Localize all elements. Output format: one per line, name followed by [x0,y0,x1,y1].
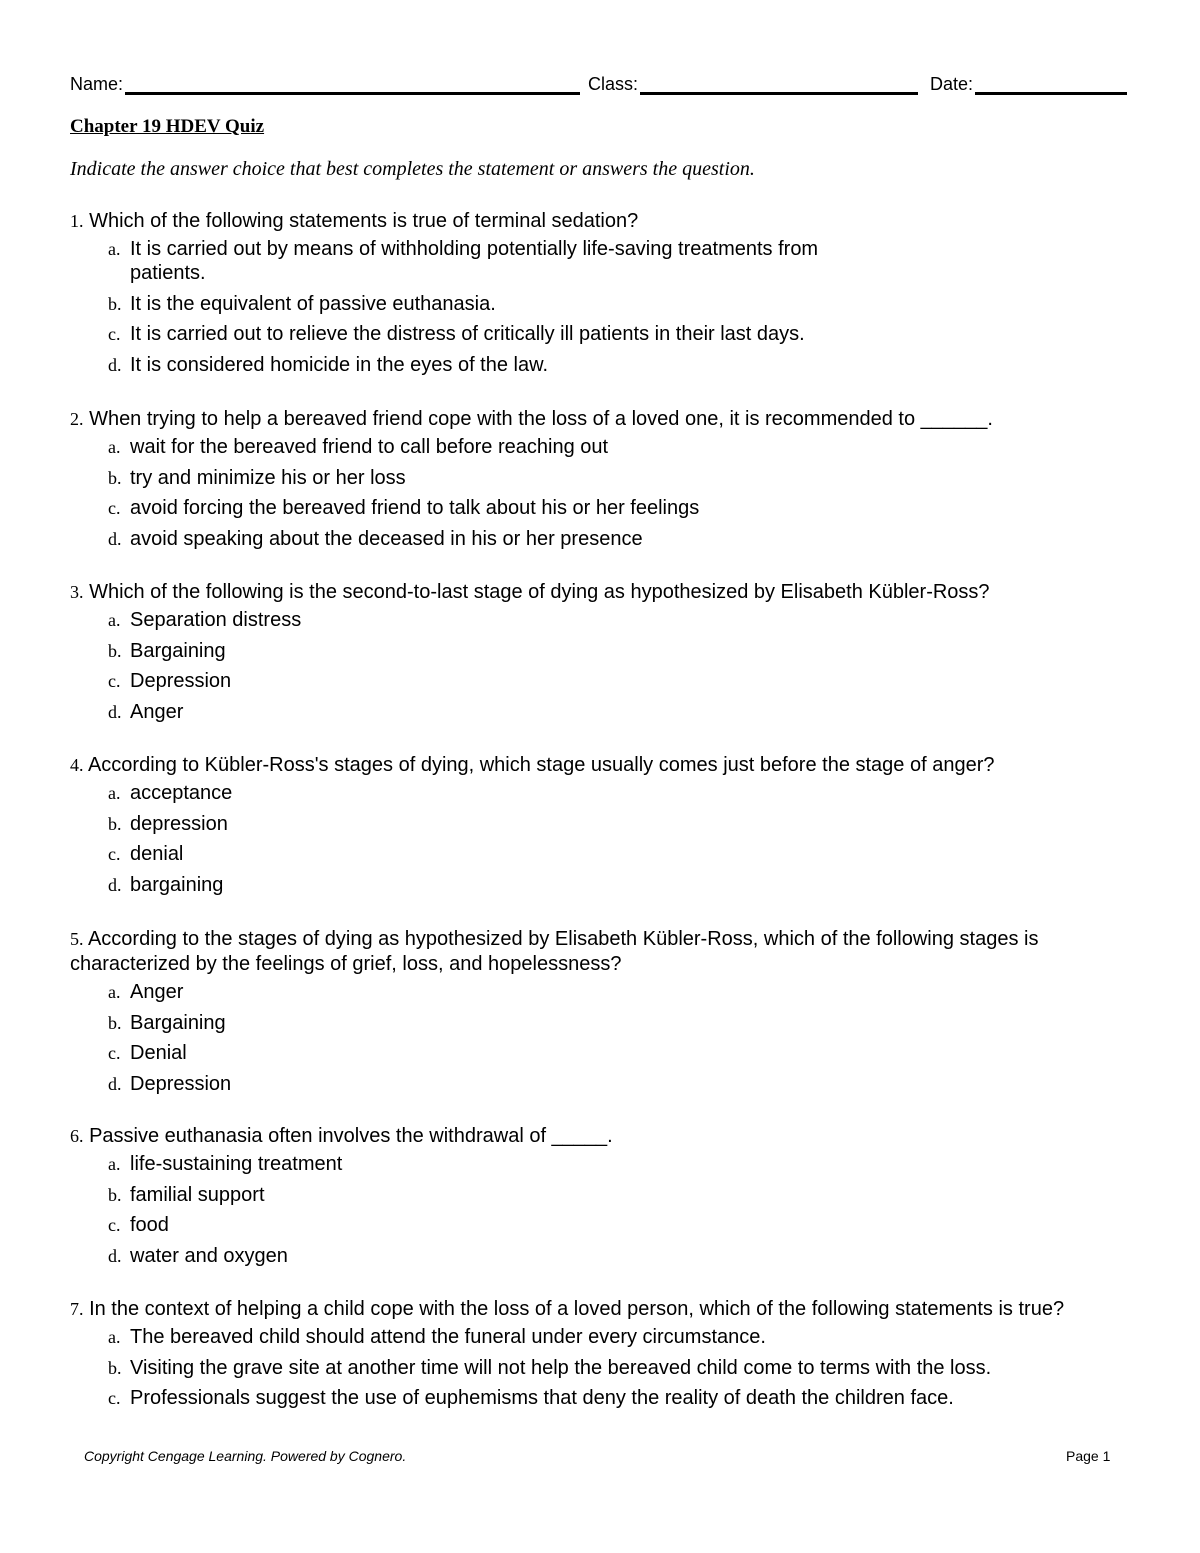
answer-option[interactable] [108,812,1130,843]
option-letter: d. [108,354,122,375]
option-letter: b. [108,813,122,834]
option-text: Professionals suggest the use of euphemisms that deny the reality of death the children face. [130,1387,954,1409]
date-blank-line[interactable] [975,70,1127,95]
option-text: Depression [130,1072,232,1095]
option-text: food [130,1214,169,1236]
question-number: 2. [70,409,84,429]
option-letter: c. [108,1215,121,1235]
option-letter: a. [108,1327,121,1347]
answer-option[interactable] [108,1072,1130,1103]
option-text: water and oxygen [130,1244,288,1267]
option-text: acceptance [130,782,233,804]
option-letter: a. [108,1154,121,1174]
answer-option[interactable] [108,700,1130,731]
option-text: life-sustaining treatment [130,1153,343,1175]
option-text: familial support [130,1183,265,1206]
answer-option[interactable] [108,1213,1130,1244]
answer-options [70,980,1130,1102]
option-letter: a. [108,982,121,1002]
question-number: 1. [70,211,84,231]
option-letter: d. [108,1073,122,1094]
name-field[interactable] [70,70,580,95]
answer-option[interactable] [108,781,1130,812]
answer-option[interactable] [108,1356,1130,1387]
option-text: bargaining [130,873,224,896]
option-letter: b. [108,1012,122,1033]
date-label: Date: [930,74,974,94]
answer-options [70,237,1130,383]
option-text: wait for the bereaved friend to call before reaching out [130,436,609,458]
class-field[interactable] [588,70,918,95]
option-text: The bereaved child should attend the funeral under every circumstance. [130,1326,766,1348]
question-text [70,407,1130,432]
option-text: Bargaining [130,1011,226,1034]
answer-option[interactable] [108,435,1130,466]
footer-copyright: Copyright Cengage Learning. Powered by Cognero. [84,1448,407,1464]
question [70,927,1130,1102]
question-stem: According to Kübler-Ross's stages of dying, which stage usually comes just before the stage of anger? [87,754,995,776]
option-letter: b. [108,1357,122,1378]
question-text [70,753,1130,778]
answer-option[interactable] [108,608,1130,639]
answer-option[interactable] [108,1152,1130,1183]
answer-option[interactable] [108,322,1130,353]
answer-option[interactable] [108,1183,1130,1214]
question [70,209,1130,383]
option-letter: d. [108,528,122,549]
question [70,1297,1130,1417]
option-letter: a. [108,239,121,259]
option-letter: c. [108,324,121,344]
question-stem: Passive euthanasia often involves the withdrawal of _____. [89,1125,613,1147]
option-text: Separation distress [130,609,302,631]
name-blank-line[interactable] [125,70,580,95]
option-letter: b. [108,467,122,488]
option-letter: c. [108,1388,121,1408]
class-label: Class: [588,74,639,94]
answer-option[interactable] [108,496,1130,527]
answer-option[interactable] [108,980,1130,1011]
question-text [70,927,1130,977]
answer-option[interactable] [108,669,1130,700]
option-letter: b. [108,293,122,314]
answer-option[interactable] [108,237,1130,292]
question [70,580,1130,730]
option-letter: a. [108,783,121,803]
quiz-title: Chapter 19 HDEV Quiz [70,116,265,137]
option-text: Denial [130,1042,187,1064]
option-text: Anger [130,981,184,1003]
answer-option[interactable] [108,353,1130,384]
answer-options [70,1152,1130,1274]
option-letter: a. [108,437,121,457]
option-text: depression [130,812,228,835]
option-text: Depression [130,670,232,692]
option-text: It is carried out to relieve the distress of critically ill patients in their last days. [130,323,805,345]
date-field[interactable] [930,70,1127,95]
answer-option[interactable] [108,466,1130,497]
answer-option[interactable] [108,842,1130,873]
quiz-instructions: Indicate the answer choice that best completes the statement or answers the question. [70,158,755,180]
question-number: 3. [70,582,84,602]
answer-option[interactable] [108,1386,1130,1417]
option-letter: b. [108,1184,122,1205]
option-text: It is the equivalent of passive euthanasia. [130,292,496,315]
question-stem: Which of the following is the second-to-last stage of dying as hypothesized by Elisabeth Kübler-Ross? [89,581,990,603]
name-label: Name: [70,74,124,94]
answer-option[interactable] [108,1011,1130,1042]
option-text: avoid speaking about the deceased in his or her presence [130,527,643,550]
class-blank-line[interactable] [640,70,918,95]
option-text: try and minimize his or her loss [130,466,406,489]
header-fields [70,70,1130,96]
option-text: Visiting the grave site at another time will not help the bereaved child come to terms with the loss. [130,1356,992,1379]
option-text: Bargaining [130,639,226,662]
question-stem: In the context of helping a child cope with the loss of a loved person, which of the following statements is true? [89,1298,1065,1320]
question-number: 5. [70,929,84,949]
question [70,1124,1130,1274]
option-letter: d. [108,1245,122,1266]
question-stem: According to the stages of dying as hypothesized by Elisabeth Kübler-Ross, which of the following stages is characterized by the feelings of grief, loss, and hopelessness? [70,928,1039,975]
option-letter: a. [108,610,121,630]
answer-option[interactable] [108,873,1130,904]
answer-option[interactable] [108,1325,1130,1356]
option-text: It is considered homicide in the eyes of the law. [130,353,549,376]
question-text [70,209,1130,234]
answer-option[interactable] [108,1041,1130,1072]
option-text: Anger [130,700,184,723]
option-letter: b. [108,640,122,661]
answer-option[interactable] [108,292,1130,323]
question [70,753,1130,903]
answer-option[interactable] [108,1244,1130,1275]
option-letter: c. [108,498,121,518]
question-stem: Which of the following statements is true of terminal sedation? [89,210,639,232]
option-letter: c. [108,844,121,864]
answer-option[interactable] [108,527,1130,558]
question-text [70,1124,1130,1149]
option-text: It is carried out by means of withholding potentially life-saving treatments from patients. [130,238,819,284]
question-number: 6. [70,1126,84,1146]
option-text: avoid forcing the bereaved friend to talk about his or her feelings [130,497,700,519]
question-number: 4. [70,755,84,775]
question-stem: When trying to help a bereaved friend cope with the loss of a loved one, it is recommended to ______. [89,408,993,430]
question-number: 7. [70,1299,84,1319]
question [70,407,1130,557]
page-number: Page 1 [1066,1448,1111,1464]
answer-options [70,1325,1130,1417]
answer-option[interactable] [108,639,1130,670]
option-letter: d. [108,701,122,722]
question-text [70,1297,1130,1322]
answer-options [70,608,1130,730]
answer-options [70,781,1130,903]
option-letter: d. [108,874,122,895]
option-letter: c. [108,671,121,691]
option-letter: c. [108,1043,121,1063]
question-text [70,580,1130,605]
answer-options [70,435,1130,557]
option-text: denial [130,843,184,865]
